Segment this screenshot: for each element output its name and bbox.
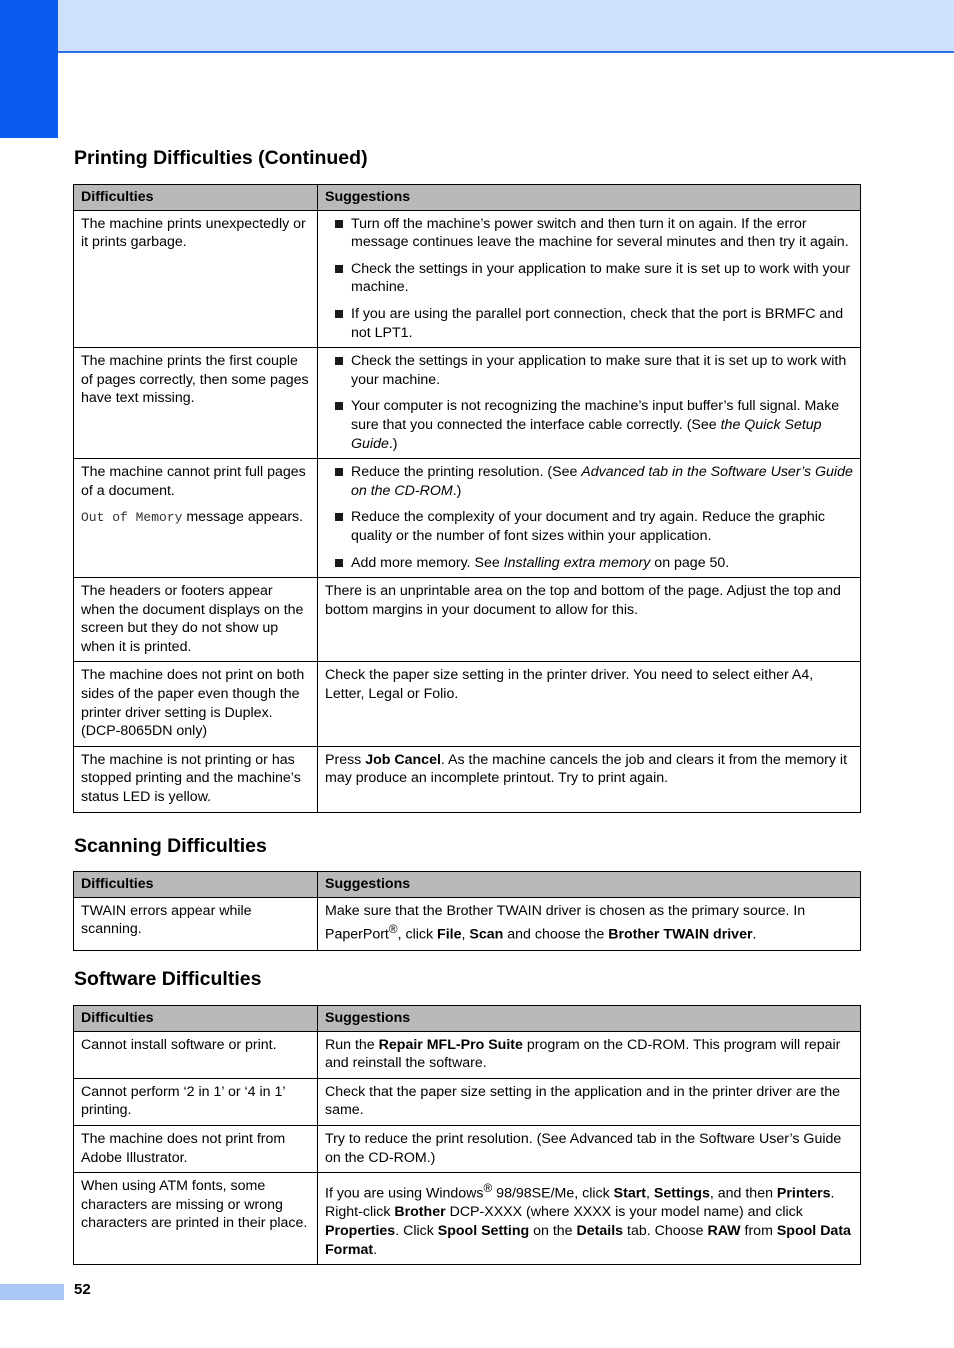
suggestion-cell: Try to reduce the print resolution. (See Advanced tab in the Software User’s Guide on the CD-ROM.) <box>318 1125 861 1172</box>
difficulty-cell: Cannot perform ‘2 in 1’ or ‘4 in 1’ printing. <box>74 1078 318 1125</box>
difficulty-cell: The machine does not print from Adobe Illustrator. <box>74 1125 318 1172</box>
suggestion-cell <box>318 897 861 950</box>
suggestion-cell <box>318 210 861 348</box>
guide-reference: the Quick Setup Guide <box>351 416 822 452</box>
error-message-code: Out of Memory <box>81 510 183 526</box>
program-name: Repair MFL-Pro Suite <box>378 1036 523 1053</box>
header-difficulties: Difficulties <box>74 872 318 898</box>
table-row <box>74 459 861 578</box>
text-run: Your computer is not recognizing the machine’s input buffer’s full signal. Make sure that you connected the interface cable correctly. (See <box>351 398 840 433</box>
list-item <box>325 463 853 500</box>
text-run: . Right-click <box>325 1185 835 1221</box>
table-header-row <box>74 1006 861 1032</box>
list-item: Check the settings in your application to make sure it is set up to work with your machine. <box>325 260 853 297</box>
list-item: If you are using the parallel port connection, check that the port is BRMFC and not LPT1. <box>325 305 853 342</box>
text-run: 98/98SE/Me, click <box>492 1185 614 1202</box>
suggestion-cell: Check the paper size setting in the printer driver. You need to select either A4, Letter, Legal or Folio. <box>318 662 861 746</box>
text-run: program on the CD-ROM. This program will repair and reinstall the software. <box>325 1036 841 1072</box>
menu-name: RAW <box>707 1223 741 1240</box>
difficulty-cell: The headers or footers appear when the document displays on the screen but they do not show up when it is printed. <box>74 578 318 662</box>
header-band <box>0 0 954 53</box>
text-run: message appears. <box>182 509 304 526</box>
difficulty-cell: The machine is not printing or has stopped printing and the machine’s status LED is yellow. <box>74 746 318 812</box>
difficulty-text <box>81 508 310 528</box>
printing-table <box>73 184 861 813</box>
table-row <box>74 578 861 662</box>
text-run: Press <box>325 751 366 768</box>
section-title-printing: Printing Difficulties (Continued) <box>74 147 368 169</box>
menu-name: File <box>437 926 462 943</box>
header-difficulties: Difficulties <box>74 1006 318 1032</box>
text-run: .) <box>388 435 398 452</box>
suggestion-cell: Check that the paper size setting in the application and in the printer driver are the same. <box>318 1078 861 1125</box>
suggestion-cell <box>318 348 861 459</box>
registered-mark: ® <box>388 922 398 937</box>
text-run: and choose the <box>503 926 609 943</box>
menu-name: Spool Setting <box>437 1223 530 1240</box>
footer-bar <box>0 1284 64 1300</box>
header-suggestions: Suggestions <box>318 1006 861 1032</box>
page-number: 52 <box>74 1281 91 1298</box>
suggestion-list <box>325 215 853 343</box>
difficulty-cell: The machine prints the first couple of pages correctly, then some pages have text missing. <box>74 348 318 459</box>
scanning-table <box>73 871 861 951</box>
text-run: Run the <box>325 1036 379 1053</box>
text-run: .) <box>452 482 462 499</box>
suggestion-cell <box>318 1173 861 1265</box>
suggestion-list <box>325 463 853 572</box>
text-run: , <box>461 926 470 943</box>
difficulty-cell <box>74 459 318 578</box>
text-run: . <box>752 926 757 943</box>
text-run: Reduce the printing resolution. (See <box>351 464 582 481</box>
table-row <box>74 1078 861 1125</box>
menu-name: Settings <box>653 1185 710 1202</box>
guide-reference: Advanced tab in the Software User’s Guide on the CD-ROM <box>351 464 853 499</box>
menu-name: Details <box>576 1223 624 1240</box>
table-row <box>74 1125 861 1172</box>
menu-name: Properties <box>325 1223 396 1240</box>
suggestion-cell: There is an unprintable area on the top and bottom of the page. Adjust the top and bottom margins in your document to allow for this. <box>318 578 861 662</box>
suggestion-cell <box>318 459 861 578</box>
list-item <box>325 554 853 573</box>
text-run: , click <box>397 926 438 943</box>
text-run: . As the machine cancels the job and clears it from the memory it may produce an incomplete printout. Try to print again. <box>325 751 848 787</box>
table-header-row <box>74 872 861 898</box>
text-run: on the <box>529 1223 577 1240</box>
menu-name: Spool Data Format <box>325 1223 851 1258</box>
menu-name: Start <box>613 1185 646 1202</box>
registered-mark: ® <box>483 1181 493 1196</box>
menu-name: Scan <box>469 926 504 943</box>
header-difficulties: Difficulties <box>74 185 318 211</box>
text-run: from <box>740 1223 777 1240</box>
table-row <box>74 897 861 950</box>
text-run: If you are using Windows <box>325 1185 484 1202</box>
chapter-tab <box>0 0 58 138</box>
header-suggestions: Suggestions <box>318 185 861 211</box>
table-row <box>74 746 861 812</box>
text-run: . <box>373 1241 378 1258</box>
suggestion-list <box>325 352 853 453</box>
difficulty-text: The machine cannot print full pages of a document. <box>81 464 306 499</box>
button-name: Job Cancel <box>365 751 441 768</box>
software-table <box>73 1005 861 1265</box>
suggestion-cell <box>318 746 861 812</box>
difficulty-cell: Cannot install software or print. <box>74 1031 318 1078</box>
table-row <box>74 210 861 348</box>
table-header-row <box>74 185 861 211</box>
text-run: , and then <box>709 1185 777 1202</box>
list-item: Reduce the complexity of your document and try again. Reduce the graphic quality or the number of font sizes within your application. <box>325 508 853 545</box>
text-run: tab. Choose <box>623 1223 708 1240</box>
text-run: . Click <box>395 1223 438 1240</box>
menu-name: Printers <box>776 1185 831 1202</box>
table-row <box>74 662 861 746</box>
list-item: Turn off the machine’s power switch and then turn it on again. If the error message continues leave the machine for several minutes and then try it again. <box>325 215 853 252</box>
text-run: DCP-XXXX (where XXXX is your model name) and click <box>445 1204 803 1221</box>
difficulty-cell: When using ATM fonts, some characters are missing or wrong characters are printed in their place. <box>74 1173 318 1265</box>
suggestion-cell <box>318 1031 861 1078</box>
table-row <box>74 348 861 459</box>
difficulty-cell: The machine prints unexpectedly or it prints garbage. <box>74 210 318 348</box>
section-title-software: Software Difficulties <box>74 968 262 990</box>
text-run: on page 50. <box>650 554 730 571</box>
text-run: Add more memory. See <box>351 554 504 571</box>
list-item <box>325 397 853 453</box>
guide-reference: Installing extra memory <box>503 554 651 571</box>
text-run: , <box>646 1185 654 1202</box>
header-suggestions: Suggestions <box>318 872 861 898</box>
table-row <box>74 1031 861 1078</box>
text-run: Make sure that the Brother TWAIN driver is chosen as the primary source. In PaperPort <box>325 902 806 943</box>
difficulty-cell: The machine does not print on both sides of the paper even though the printer driver setting is Duplex. (DCP-8065DN only) <box>74 662 318 746</box>
menu-name: Brother TWAIN driver <box>608 926 753 943</box>
table-row <box>74 1173 861 1265</box>
list-item: Check the settings in your application to make sure that it is set up to work with your machine. <box>325 352 853 389</box>
section-title-scanning: Scanning Difficulties <box>74 835 267 857</box>
difficulty-cell: TWAIN errors appear while scanning. <box>74 897 318 950</box>
menu-name: Brother <box>394 1204 446 1221</box>
